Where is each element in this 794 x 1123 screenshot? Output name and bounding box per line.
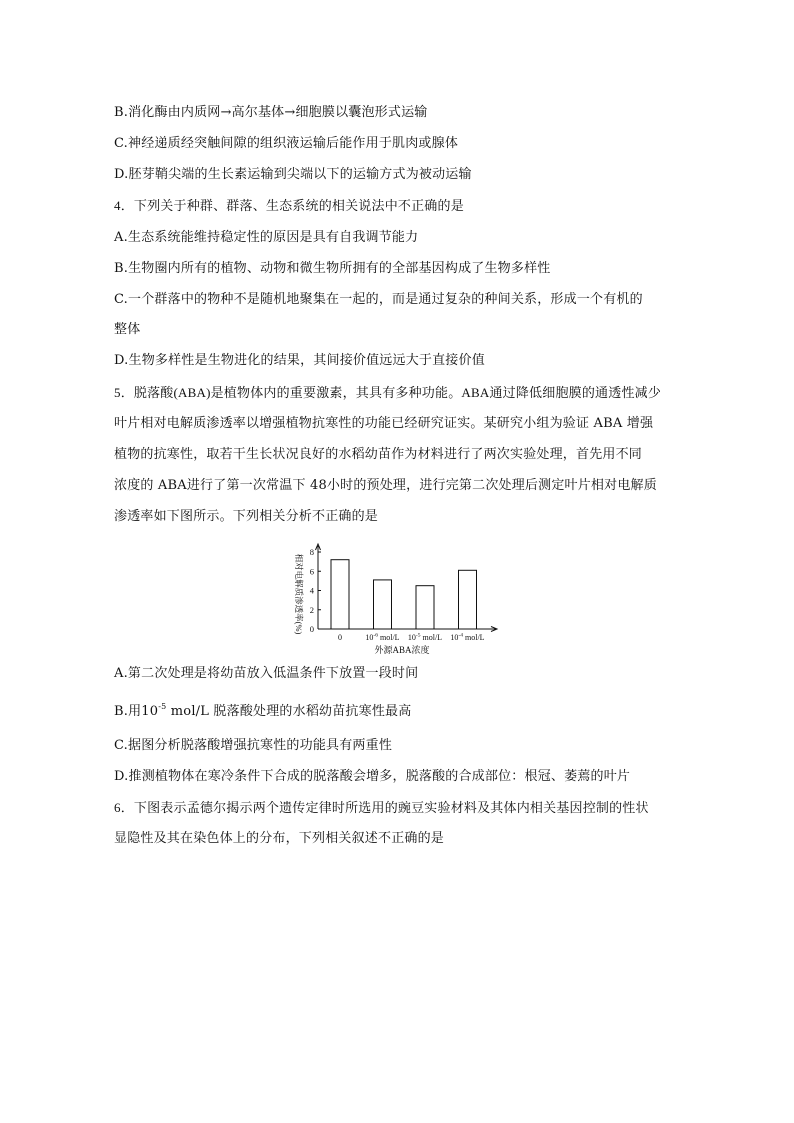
option-3d: D.胚芽鞘尖端的生长素运输到尖端以下的运输方式为被动运输 xyxy=(114,167,472,182)
aba-bar-chart xyxy=(282,540,512,660)
option-5b xyxy=(114,703,411,721)
question-5-stem-line4: 浓度的 ABA进行了第一次常温下 48小时的预处理，进行完第二次处理后测定叶片相对电解质 xyxy=(114,478,657,493)
chart-y-tick-label: 6 xyxy=(309,566,314,577)
option-3b: B.消化酶由内质网→高尔基体→细胞膜以囊泡形式运输 xyxy=(114,105,428,120)
option-5b-exponent: -5 xyxy=(158,702,167,711)
chart-category-label: $10^{-6}$ mol/L xyxy=(365,632,400,642)
chart-y-tick-label: 2 xyxy=(309,604,314,615)
chart-ylabel: 相对电解质渗透率(%) xyxy=(294,553,304,635)
chart-bar xyxy=(374,580,392,629)
question-6-stem-line2: 显隐性及其在染色体上的分布，下列相关叙述不正确的是 xyxy=(114,831,445,846)
chart-y-tick-label: 8 xyxy=(309,547,314,557)
option-5b-suffix: mol/L 脱落酸处理的水稻幼苗抗寒性最高 xyxy=(166,704,412,719)
chart-category-label: $10^{-4}$ mol/L xyxy=(450,632,485,642)
chart-bar xyxy=(331,560,349,629)
chart-y-tick-label: 0 xyxy=(309,624,314,634)
option-5d: D.推测植物体在寒冷条件下合成的脱落酸会增多，脱落酸的合成部位：根冠、萎蔫的叶片 xyxy=(114,769,631,784)
question-6-stem-line1: 6．下图表示孟德尔揭示两个遗传定律时所选用的豌豆实验材料及其体内相关基因控制的性状 xyxy=(114,800,649,815)
option-3c: C.神经递质经突触间隙的组织液运输后能作用于肌肉或腺体 xyxy=(114,136,459,151)
chart-xlabel: 外源ABA浓度 xyxy=(374,645,430,655)
option-4c-line2: 整体 xyxy=(114,322,141,337)
option-4a: A.生态系统能维持稳定性的原因是具有自我调节能力 xyxy=(114,230,419,245)
question-5-stem-line1: 5．脱落酸(ABA)是植物体内的重要激素，其具有多种功能。ABA通过降低细胞膜的通透性减少 xyxy=(114,385,662,400)
option-5a: A.第二次处理是将幼苗放入低温条件下放置一段时间 xyxy=(114,666,419,681)
question-4-stem: 4．下列关于种群、群落、生态系统的相关说法中不正确的是 xyxy=(114,198,464,213)
question-5-stem-line3: 植物的抗寒性，取若干生长状况良好的水稻幼苗作为材料进行了两次实验处理，首先用不同 xyxy=(114,447,643,462)
chart-bar xyxy=(459,570,477,629)
question-5-stem-line2: 叶片相对电解质渗透率以增强植物抗寒性的功能已经研究证实。某研究小组为验证 ABA 增强 xyxy=(114,416,654,431)
chart-category-label: 0 xyxy=(338,633,342,642)
chart-bar xyxy=(416,586,434,629)
option-5c: C.据图分析脱落酸增强抗寒性的功能具有两重性 xyxy=(114,738,393,753)
chart-svg xyxy=(282,540,512,660)
chart-category-label: $10^{-5}$ mol/L xyxy=(407,632,443,642)
option-4d: D.生物多样性是生物进化的结果，其间接价值远远大于直接价值 xyxy=(114,353,485,368)
chart-y-tick-label: 4 xyxy=(309,585,314,596)
question-5-stem-line5: 渗透率如下图所示。下列相关分析不正确的是 xyxy=(114,509,379,524)
option-5b-prefix: B.用10 xyxy=(114,704,159,719)
option-4c-line1: C.一个群落中的物种不是随机地聚集在一起的，而是通过复杂的种间关系，形成一个有机的 xyxy=(114,292,643,307)
option-4b: B.生物圈内所有的植物、动物和微生物所拥有的全部基因构成了生物多样性 xyxy=(114,261,551,276)
